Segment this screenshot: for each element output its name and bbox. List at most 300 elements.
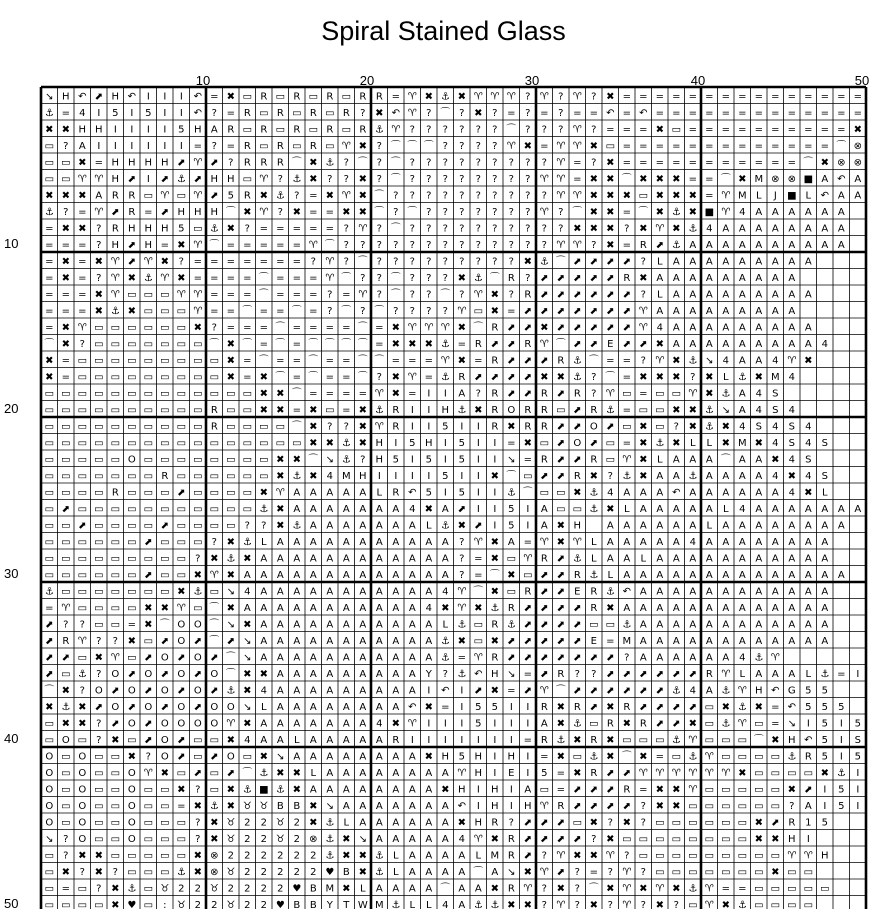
stitch-symbol: ⬈ — [193, 173, 202, 185]
stitch-symbol: ▭ — [143, 305, 154, 317]
stitch-symbol: 5 — [392, 454, 399, 466]
stitch-symbol: A — [359, 569, 367, 581]
stitch-symbol: A — [623, 520, 631, 532]
stitch-symbol: ? — [541, 899, 547, 909]
stitch-symbol: B — [309, 899, 317, 909]
stitch-symbol: R — [243, 107, 251, 119]
stitch-symbol: ♈ — [160, 190, 170, 202]
stitch-symbol: A — [755, 569, 763, 581]
stitch-symbol: 2 — [244, 883, 251, 895]
stitch-symbol: A — [309, 553, 317, 565]
stitch-symbol: ⬈ — [540, 652, 549, 664]
stitch-symbol: ♈ — [622, 899, 632, 909]
stitch-symbol: ? — [591, 239, 597, 251]
stitch-symbol: I — [146, 91, 150, 103]
stitch-symbol: A — [408, 553, 416, 565]
stitch-symbol: ♉ — [226, 866, 236, 878]
stitch-symbol: ▭ — [259, 454, 269, 466]
stitch-symbol: O — [177, 718, 186, 730]
stitch-symbol: ♈ — [688, 767, 698, 779]
stitch-symbol: O — [160, 718, 169, 730]
stitch-symbol: ♈ — [473, 91, 483, 103]
stitch-symbol: L — [294, 734, 300, 746]
stitch-symbol: ▭ — [77, 421, 88, 433]
stitch-symbol: ▭ — [110, 404, 121, 416]
stitch-symbol: ▭ — [160, 503, 170, 515]
stitch-symbol: = — [622, 124, 631, 136]
stitch-symbol: A — [276, 685, 284, 697]
stitch-symbol: ▭ — [638, 734, 649, 746]
stitch-symbol: ? — [310, 256, 316, 268]
stitch-symbol: ♈ — [605, 388, 615, 400]
stitch-symbol: L — [607, 569, 614, 581]
stitch-symbol: ▭ — [94, 520, 104, 532]
stitch-symbol: ✖ — [490, 470, 499, 482]
stitch-symbol: A — [375, 800, 383, 812]
stitch-symbol: I — [163, 124, 167, 136]
stitch-symbol: I — [856, 800, 860, 812]
stitch-symbol: ✖ — [226, 602, 235, 614]
stitch-symbol: R — [524, 404, 532, 416]
stitch-symbol: ? — [376, 239, 382, 251]
stitch-symbol: A — [359, 767, 367, 779]
stitch-symbol: A — [738, 289, 746, 301]
stitch-symbol: A — [309, 685, 317, 697]
stitch-symbol: = — [507, 685, 516, 697]
stitch-symbol: A — [441, 833, 449, 845]
stitch-symbol: R — [491, 404, 499, 416]
stitch-symbol: ⚓ — [292, 520, 302, 532]
stitch-symbol: A — [788, 503, 796, 515]
stitch-symbol: A — [623, 536, 631, 548]
stitch-symbol: = — [408, 388, 417, 400]
stitch-symbol: ⌒ — [275, 371, 286, 383]
stitch-symbol: ✖ — [606, 602, 615, 614]
stitch-symbol: ? — [508, 173, 514, 185]
stitch-symbol: ✖ — [424, 751, 433, 763]
stitch-symbol: ♈ — [556, 899, 566, 909]
stitch-symbol: ▭ — [143, 883, 154, 895]
stitch-symbol: ⚓ — [440, 91, 450, 103]
stitch-symbol: ↶ — [606, 107, 615, 119]
stitch-symbol: = — [94, 157, 103, 169]
stitch-symbol: A — [639, 487, 647, 499]
stitch-symbol: A — [771, 619, 779, 631]
stitch-symbol: ▭ — [143, 322, 154, 334]
stitch-symbol: ▭ — [209, 454, 220, 466]
stitch-symbol: A — [722, 289, 730, 301]
stitch-symbol: A — [837, 206, 845, 218]
stitch-symbol: I — [509, 734, 513, 746]
stitch-symbol: A — [771, 569, 779, 581]
stitch-symbol: A — [606, 536, 614, 548]
stitch-symbol: ▭ — [721, 734, 731, 746]
stitch-symbol: A — [821, 619, 829, 631]
stitch-symbol: ⬈ — [573, 784, 582, 796]
stitch-symbol: A — [276, 701, 284, 713]
stitch-symbol: 2 — [260, 883, 267, 895]
stitch-symbol: ⬈ — [111, 206, 120, 218]
stitch-symbol: A — [458, 899, 466, 909]
stitch-symbol: ? — [426, 157, 432, 169]
stitch-symbol: ⌒ — [341, 305, 352, 317]
stitch-symbol: ✖ — [78, 701, 87, 713]
stitch-symbol: ⚓ — [655, 437, 665, 449]
stitch-symbol: ? — [525, 272, 531, 284]
stitch-symbol: ⚓ — [325, 850, 335, 862]
stitch-symbol: A — [672, 619, 680, 631]
stitch-symbol: ✖ — [606, 190, 615, 202]
stitch-symbol: A — [276, 553, 284, 565]
stitch-symbol: ⬈ — [688, 701, 697, 713]
stitch-symbol: ⬈ — [507, 355, 516, 367]
stitch-symbol: A — [771, 503, 779, 515]
stitch-symbol: R — [111, 487, 119, 499]
stitch-symbol: = — [771, 701, 780, 713]
stitch-symbol: A — [689, 305, 697, 317]
stitch-symbol: ⬈ — [589, 322, 598, 334]
stitch-symbol: ▭ — [160, 371, 170, 383]
stitch-symbol: ▭ — [688, 866, 698, 878]
stitch-symbol: ? — [591, 157, 597, 169]
stitch-symbol: A — [260, 569, 268, 581]
stitch-symbol: ✖ — [457, 355, 466, 367]
stitch-symbol: 2 — [277, 883, 284, 895]
stitch-symbol: ▭ — [143, 437, 154, 449]
stitch-symbol: ⚓ — [341, 454, 351, 466]
stitch-symbol: ▭ — [176, 305, 187, 317]
stitch-symbol: ⚓ — [622, 619, 632, 631]
stitch-symbol: 4 — [739, 206, 746, 218]
stitch-symbol: ♈ — [94, 173, 104, 185]
stitch-symbol: = — [738, 140, 747, 152]
stitch-symbol: O — [78, 833, 87, 845]
stitch-symbol: O — [127, 817, 136, 829]
stitch-symbol: L — [657, 289, 663, 301]
stitch-symbol: ▭ — [787, 866, 797, 878]
stitch-symbol: = — [226, 289, 235, 301]
stitch-symbol: ⚓ — [61, 701, 71, 713]
stitch-symbol: A — [821, 223, 829, 235]
stitch-symbol: ♉ — [242, 800, 252, 812]
stitch-symbol: L — [343, 817, 350, 829]
stitch-symbol: ⚓ — [737, 701, 747, 713]
stitch-symbol: ⌒ — [390, 157, 401, 169]
stitch-symbol: ✖ — [721, 421, 730, 433]
stitch-symbol: = — [276, 289, 285, 301]
stitch-symbol: = — [259, 239, 268, 251]
stitch-symbol: ⬈ — [589, 289, 598, 301]
stitch-symbol: ✖ — [391, 371, 400, 383]
stitch-symbol: ? — [574, 866, 580, 878]
stitch-symbol: A — [656, 569, 664, 581]
stitch-symbol: ✖ — [61, 322, 70, 334]
stitch-symbol: ⬈ — [622, 767, 631, 779]
stitch-symbol: A — [425, 569, 433, 581]
stitch-symbol: A — [722, 652, 730, 664]
stitch-symbol: ✖ — [457, 272, 466, 284]
stitch-symbol: ✖ — [688, 190, 697, 202]
stitch-symbol: = — [655, 91, 664, 103]
stitch-symbol: ⚓ — [127, 883, 137, 895]
stitch-symbol: A — [705, 454, 713, 466]
stitch-symbol: ↶ — [622, 586, 631, 598]
stitch-symbol: ↘ — [243, 635, 252, 647]
stitch-symbol: ▭ — [94, 553, 104, 565]
stitch-symbol: = — [771, 140, 780, 152]
stitch-symbol: ✖ — [94, 289, 103, 301]
stitch-symbol: A — [359, 520, 367, 532]
stitch-symbol: A — [425, 800, 433, 812]
stitch-symbol: A — [722, 256, 730, 268]
stitch-symbol: ♈ — [638, 767, 648, 779]
stitch-symbol: ↘ — [45, 833, 54, 845]
stitch-symbol: ▭ — [523, 470, 533, 482]
stitch-symbol: L — [442, 619, 449, 631]
stitch-symbol: ⬈ — [523, 850, 532, 862]
stitch-symbol: = — [787, 157, 796, 169]
stitch-symbol: A — [738, 586, 746, 598]
stitch-symbol: A — [837, 239, 845, 251]
stitch-symbol: 5 — [821, 751, 828, 763]
stitch-symbol: ✖ — [193, 322, 202, 334]
stitch-symbol: ▭ — [704, 850, 715, 862]
stitch-symbol: ✖ — [672, 355, 681, 367]
stitch-symbol: = — [441, 701, 450, 713]
stitch-symbol: ✖ — [276, 404, 285, 416]
stitch-symbol: H — [788, 734, 796, 746]
stitch-symbol: = — [226, 256, 235, 268]
stitch-symbol: A — [408, 619, 416, 631]
stitch-symbol: = — [243, 239, 252, 251]
stitch-symbol: 4 — [607, 487, 614, 499]
stitch-symbol: I — [163, 140, 167, 152]
stitch-symbol: ▭ — [787, 767, 797, 779]
stitch-symbol: 4 — [805, 470, 812, 482]
stitch-symbol: ⬈ — [94, 91, 103, 103]
stitch-symbol: ⚓ — [688, 223, 698, 235]
stitch-symbol: O — [45, 767, 54, 779]
stitch-symbol: 4 — [442, 586, 449, 598]
stitch-symbol: A — [441, 553, 449, 565]
stitch-symbol: R — [540, 388, 548, 400]
stitch-symbol: ▭ — [94, 487, 104, 499]
stitch-symbol: ♈ — [77, 322, 87, 334]
stitch-symbol: ✖ — [276, 767, 285, 779]
stitch-symbol: ✖ — [391, 338, 400, 350]
stitch-symbol: ▭ — [506, 586, 517, 598]
stitch-symbol: ⌒ — [374, 355, 385, 367]
stitch-symbol: ▭ — [44, 157, 55, 169]
stitch-symbol: ✖ — [639, 437, 648, 449]
stitch-symbol: A — [309, 784, 317, 796]
stitch-symbol: L — [261, 701, 267, 713]
stitch-symbol: ♈ — [556, 140, 566, 152]
stitch-symbol: = — [325, 371, 334, 383]
stitch-symbol: ✖ — [523, 866, 532, 878]
stitch-symbol: A — [722, 619, 730, 631]
stitch-symbol: ⚓ — [622, 470, 632, 482]
stitch-symbol: = — [226, 322, 235, 334]
stitch-symbol: ▭ — [160, 866, 170, 878]
stitch-symbol: ▭ — [61, 421, 71, 433]
stitch-symbol: I — [427, 470, 431, 482]
stitch-symbol: A — [804, 602, 812, 614]
stitch-symbol: ♈ — [259, 173, 269, 185]
stitch-symbol: ⬈ — [111, 718, 120, 730]
stitch-symbol: A — [771, 289, 779, 301]
stitch-symbol: ✖ — [606, 223, 615, 235]
stitch-symbol: ? — [624, 850, 630, 862]
stitch-symbol: ▭ — [127, 371, 137, 383]
stitch-symbol: 2 — [293, 833, 300, 845]
stitch-symbol: ⌒ — [803, 157, 814, 169]
stitch-symbol: ⬈ — [655, 718, 664, 730]
stitch-symbol: ▭ — [127, 850, 137, 862]
stitch-symbol: 5 — [508, 503, 515, 515]
stitch-symbol: ▭ — [721, 850, 731, 862]
stitch-symbol: = — [787, 124, 796, 136]
stitch-symbol: ▭ — [176, 404, 187, 416]
stitch-symbol: A — [705, 652, 713, 664]
stitch-symbol: ? — [475, 173, 481, 185]
stitch-symbol: A — [243, 602, 251, 614]
stitch-symbol: L — [591, 536, 597, 548]
stitch-symbol: ⚓ — [820, 668, 830, 680]
stitch-symbol: ✖ — [177, 784, 186, 796]
stitch-symbol: A — [672, 503, 680, 515]
stitch-symbol: A — [425, 767, 433, 779]
stitch-symbol: ✖ — [226, 784, 235, 796]
stitch-symbol: ✖ — [639, 223, 648, 235]
stitch-symbol: ⌒ — [720, 454, 731, 466]
stitch-symbol: ▭ — [803, 767, 814, 779]
stitch-symbol: ? — [492, 223, 498, 235]
stitch-symbol: A — [375, 652, 383, 664]
stitch-symbol: ? — [343, 239, 349, 251]
stitch-symbol: ♉ — [160, 883, 170, 895]
stitch-symbol: = — [160, 239, 169, 251]
stitch-symbol: ? — [492, 256, 498, 268]
stitch-symbol: O — [94, 685, 103, 697]
stitch-symbol: ▭ — [226, 503, 236, 515]
stitch-symbol: ♈ — [556, 850, 566, 862]
stitch-symbol: I — [179, 107, 183, 119]
stitch-symbol: R — [507, 850, 515, 862]
stitch-symbol: A — [771, 553, 779, 565]
stitch-symbol: ⌒ — [209, 602, 220, 614]
stitch-symbol: ↶ — [193, 107, 202, 119]
stitch-symbol: = — [457, 338, 466, 350]
stitch-symbol: H — [507, 751, 516, 763]
stitch-symbol: ⬈ — [639, 668, 648, 680]
stitch-symbol: A — [639, 520, 647, 532]
stitch-symbol: ▭ — [127, 437, 137, 449]
stitch-symbol: I — [113, 124, 117, 136]
stitch-symbol: ⚓ — [836, 767, 846, 779]
stitch-symbol: ✖ — [771, 734, 780, 746]
stitch-symbol: = — [837, 91, 846, 103]
stitch-symbol: 5 — [854, 718, 861, 730]
stitch-symbol: ✖ — [358, 866, 367, 878]
stitch-symbol: ⬈ — [523, 635, 532, 647]
stitch-symbol: A — [656, 503, 664, 515]
stitch-symbol: ✖ — [672, 784, 681, 796]
stitch-symbol: ▭ — [127, 503, 137, 515]
stitch-symbol: H — [210, 173, 219, 185]
stitch-symbol: ? — [541, 883, 547, 895]
stitch-symbol: = — [210, 272, 219, 284]
stitch-symbol: I — [476, 503, 480, 515]
stitch-symbol: ✖ — [457, 520, 466, 532]
stitch-symbol: ▭ — [242, 437, 253, 449]
stitch-symbol: A — [260, 734, 268, 746]
stitch-symbol: ▭ — [94, 470, 104, 482]
stitch-symbol: 5 — [805, 701, 812, 713]
stitch-symbol: ⚓ — [589, 487, 599, 499]
stitch-symbol: R — [392, 404, 400, 416]
stitch-symbol: ⬈ — [540, 569, 549, 581]
stitch-symbol: A — [375, 685, 383, 697]
stitch-symbol: A — [722, 239, 730, 251]
stitch-symbol: 4 — [409, 503, 416, 515]
stitch-symbol: 5 — [178, 223, 185, 235]
stitch-symbol: B — [293, 800, 301, 812]
stitch-symbol: ? — [195, 833, 201, 845]
stitch-symbol: ⬈ — [45, 652, 54, 664]
stitch-symbol: L — [261, 536, 267, 548]
stitch-symbol: ▭ — [605, 619, 616, 631]
stitch-symbol: ▭ — [94, 437, 104, 449]
stitch-symbol: O — [61, 734, 70, 746]
stitch-symbol: O — [111, 668, 120, 680]
stitch-symbol: A — [309, 718, 317, 730]
stitch-symbol: ♈ — [737, 685, 747, 697]
stitch-symbol: ? — [409, 157, 415, 169]
stitch-symbol: ✖ — [688, 206, 697, 218]
stitch-symbol: O — [226, 701, 235, 713]
stitch-symbol: = — [688, 157, 697, 169]
stitch-symbol: ▭ — [143, 784, 154, 796]
stitch-symbol: S — [788, 421, 795, 433]
stitch-symbol: ✖ — [754, 817, 763, 829]
stitch-symbol: ✖ — [94, 850, 103, 862]
stitch-symbol: A — [326, 718, 334, 730]
stitch-symbol: ▭ — [754, 718, 764, 730]
stitch-symbol: A — [689, 239, 697, 251]
stitch-symbol: = — [672, 140, 681, 152]
stitch-symbol: ▭ — [127, 388, 137, 400]
stitch-symbol: A — [408, 833, 416, 845]
stitch-symbol: ⌒ — [374, 206, 385, 218]
stitch-symbol: ? — [624, 652, 630, 664]
stitch-symbol: = — [342, 388, 351, 400]
stitch-symbol: A — [326, 503, 334, 515]
stitch-symbol: ⚓ — [473, 272, 483, 284]
stitch-symbol: A — [755, 635, 763, 647]
stitch-symbol: ▭ — [622, 421, 632, 433]
stitch-symbol: ▭ — [127, 487, 137, 499]
stitch-symbol: ? — [640, 256, 646, 268]
stitch-symbol: = — [837, 107, 846, 119]
stitch-symbol: ♈ — [77, 635, 87, 647]
stitch-symbol: ♈ — [110, 289, 120, 301]
stitch-symbol: ⬈ — [622, 338, 631, 350]
stitch-symbol: ⌒ — [555, 338, 566, 350]
stitch-symbol: A — [392, 751, 400, 763]
stitch-symbol: R — [128, 206, 136, 218]
stitch-symbol: I — [806, 833, 810, 845]
